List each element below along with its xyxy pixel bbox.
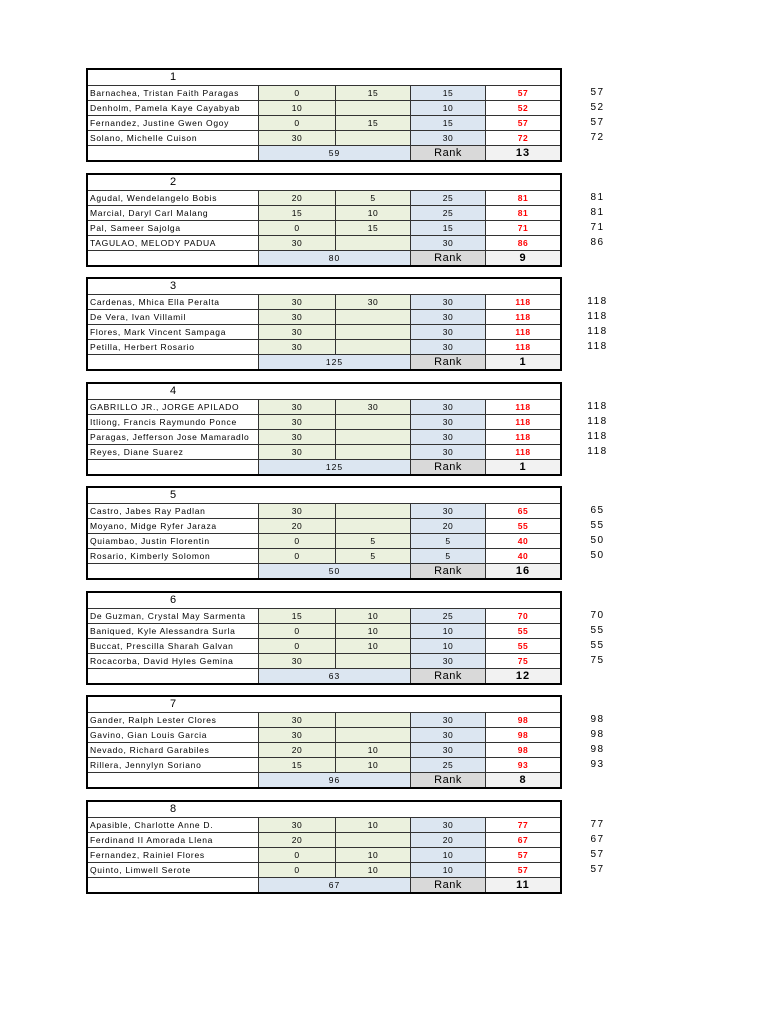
score-1-cell: 20 [258, 743, 335, 757]
combined-score-cell: 30 [410, 400, 485, 414]
group-summary-row [88, 877, 560, 892]
total-outside-cell: 118 [587, 415, 608, 427]
combined-score-cell: 20 [410, 833, 485, 847]
score-1-cell: 30 [258, 445, 335, 459]
total-outside-cell: 55 [590, 624, 605, 636]
score-1-cell: 10 [258, 101, 335, 115]
combined-score-cell: 20 [410, 519, 485, 533]
member-row [88, 339, 560, 354]
member-name: Cardenas, Mhica Ella Peralta [90, 297, 220, 307]
group-table [86, 173, 562, 267]
score-1-cell: 0 [258, 116, 335, 130]
total-score-cell: 93 [485, 758, 560, 772]
member-row [88, 399, 560, 414]
member-row [88, 444, 560, 459]
rank-label: Rank [410, 669, 485, 683]
group-summary-row [88, 459, 560, 474]
rank-label: Rank [410, 460, 485, 474]
combined-score-cell: 10 [410, 639, 485, 653]
total-outside-cell: 98 [590, 744, 605, 755]
combined-score-cell: 30 [410, 131, 485, 145]
group-summary-row [88, 772, 560, 787]
member-name: Baniqued, Kyle Alessandra Surla [90, 625, 236, 636]
member-name: Agudal, Wendelangelo Bobis [90, 192, 218, 203]
member-name: Quinto, Limwell Serote [90, 864, 191, 875]
member-name: Itliong, Francis Raymundo Ponce [90, 416, 237, 427]
score-2-cell [335, 415, 410, 429]
combined-score-cell: 15 [410, 116, 485, 130]
summary-blank-cell [88, 669, 258, 683]
total-score-cell: 81 [485, 191, 560, 205]
score-1-cell: 30 [258, 295, 335, 309]
score-2-cell [335, 430, 410, 444]
score-1-cell: 30 [258, 310, 335, 324]
total-outside-cell: 86 [590, 236, 605, 248]
total-outside-cell: 50 [590, 550, 605, 561]
group-number: 3 [169, 280, 177, 292]
combined-score-cell: 30 [410, 415, 485, 429]
member-name: Flores, Mark Vincent Sampaga [90, 327, 227, 337]
group-header-row [88, 70, 560, 85]
member-name: Quiambao, Justin Florentin [90, 536, 210, 546]
total-score-cell: 57 [485, 863, 560, 877]
combined-score-cell: 30 [410, 325, 485, 339]
member-row [88, 548, 560, 563]
total-outside-cell: 57 [590, 87, 605, 98]
total-outside-cell: 50 [590, 535, 605, 546]
score-1-cell: 20 [258, 833, 335, 847]
group-header-row [88, 593, 560, 608]
summary-blank-cell [88, 773, 258, 787]
member-name: Solano, Michelle Cuison [90, 133, 198, 143]
score-1-cell: 15 [258, 206, 335, 220]
member-row [88, 742, 560, 757]
score-1-cell: 30 [258, 713, 335, 727]
total-outside-cell: 75 [590, 654, 605, 666]
group-summary-row [88, 250, 560, 265]
member-row [88, 832, 560, 847]
combined-score-cell: 5 [410, 534, 485, 548]
combined-score-cell: 5 [410, 549, 485, 563]
rank-value: 1 [485, 460, 560, 474]
score-2-cell [335, 325, 410, 339]
member-name: Rocacorba, David Hyles Gemina [90, 655, 234, 666]
total-score-cell: 81 [485, 206, 560, 220]
member-row [88, 294, 560, 309]
total-outside-cell: 98 [590, 729, 605, 740]
score-2-cell [335, 519, 410, 533]
score-2-cell [335, 101, 410, 115]
total-outside-cell: 70 [590, 609, 605, 621]
combined-score-cell: 15 [410, 86, 485, 100]
total-outside-cell: 118 [587, 445, 608, 457]
group-header-row [88, 175, 560, 190]
score-2-cell [335, 340, 410, 354]
total-outside-cell: 81 [590, 206, 605, 218]
summary-blank-cell [88, 146, 258, 160]
rank-value: 11 [485, 878, 560, 892]
score-2-cell [335, 654, 410, 668]
summary-blank-cell [88, 878, 258, 892]
member-row [88, 235, 560, 250]
total-score-cell: 40 [485, 549, 560, 563]
score-2-cell: 30 [335, 295, 410, 309]
score-1-cell: 0 [258, 549, 335, 563]
score-2-cell: 15 [335, 86, 410, 100]
member-name: Denholm, Pamela Kaye Cayabyab [90, 103, 241, 113]
score-2-cell: 10 [335, 758, 410, 772]
score-2-cell [335, 713, 410, 727]
total-outside-cell: 118 [587, 430, 608, 442]
total-score-cell: 77 [485, 818, 560, 832]
member-name: Nevado, Richard Garabiles [90, 745, 210, 755]
score-2-cell [335, 236, 410, 250]
total-score-cell: 118 [485, 340, 560, 354]
total-score-cell: 118 [485, 400, 560, 414]
member-name: Rillera, Jennylyn Soriano [90, 760, 202, 770]
total-score-cell: 86 [485, 236, 560, 250]
total-outside-cell: 118 [587, 400, 608, 412]
member-row [88, 85, 560, 100]
summary-blank-cell [88, 564, 258, 578]
group-header-row [88, 384, 560, 399]
combined-score-cell: 25 [410, 191, 485, 205]
total-score-cell: 55 [485, 519, 560, 533]
total-score-cell: 118 [485, 295, 560, 309]
total-score-cell: 98 [485, 743, 560, 757]
total-outside-cell: 98 [590, 714, 605, 725]
group-header-row [88, 802, 560, 817]
combined-score-cell: 30 [410, 504, 485, 518]
total-score-cell: 98 [485, 713, 560, 727]
score-2-cell: 10 [335, 863, 410, 877]
total-outside-cell: 52 [590, 102, 605, 113]
combined-score-cell: 30 [410, 743, 485, 757]
member-name: Gavino, Gian Louis Garcia [90, 730, 208, 740]
combined-score-cell: 30 [410, 713, 485, 727]
total-score-cell: 118 [485, 325, 560, 339]
score-1-cell: 30 [258, 236, 335, 250]
rank-label: Rank [410, 355, 485, 369]
combined-score-cell: 10 [410, 624, 485, 638]
score-1-cell: 30 [258, 415, 335, 429]
total-outside-cell: 72 [590, 132, 605, 143]
score-1-cell: 30 [258, 340, 335, 354]
member-row [88, 712, 560, 727]
total-score-cell: 52 [485, 101, 560, 115]
score-1-cell: 30 [258, 430, 335, 444]
combined-score-cell: 30 [410, 236, 485, 250]
total-outside-cell: 57 [590, 863, 605, 875]
score-2-cell [335, 310, 410, 324]
score-1-cell: 0 [258, 848, 335, 862]
member-name: Paragas, Jefferson Jose Mamaradlo [90, 431, 250, 442]
group-table [86, 382, 562, 476]
total-score-cell: 57 [485, 86, 560, 100]
total-score-cell: 67 [485, 833, 560, 847]
score-1-cell: 0 [258, 221, 335, 235]
total-outside-cell: 93 [590, 759, 605, 770]
member-name: Gander, Ralph Lester Clores [90, 715, 217, 725]
score-1-cell: 20 [258, 519, 335, 533]
summary-blank-cell [88, 251, 258, 265]
member-name: Marcial, Daryl Carl Malang [90, 207, 209, 218]
total-score-cell: 118 [485, 415, 560, 429]
score-2-cell: 15 [335, 116, 410, 130]
score-2-cell: 10 [335, 206, 410, 220]
member-name: Apasible, Charlotte Anne D. [90, 819, 214, 830]
member-row [88, 429, 560, 444]
score-2-cell: 10 [335, 848, 410, 862]
group-table [86, 800, 562, 894]
group-score-cell: 59 [258, 146, 410, 160]
total-outside-cell: 118 [587, 341, 608, 352]
score-2-cell [335, 833, 410, 847]
summary-blank-cell [88, 460, 258, 474]
score-1-cell: 30 [258, 728, 335, 742]
score-1-cell: 30 [258, 131, 335, 145]
score-2-cell: 5 [335, 191, 410, 205]
score-2-cell: 10 [335, 639, 410, 653]
group-summary-row [88, 145, 560, 160]
total-score-cell: 55 [485, 624, 560, 638]
score-2-cell: 10 [335, 609, 410, 623]
group-score-cell: 125 [258, 355, 410, 369]
member-row [88, 220, 560, 235]
score-1-cell: 30 [258, 400, 335, 414]
member-name: GABRILLO JR., JORGE APILADO [90, 401, 240, 412]
member-row [88, 638, 560, 653]
combined-score-cell: 10 [410, 863, 485, 877]
member-name: Barnachea, Tristan Faith Paragas [90, 88, 240, 98]
total-score-cell: 118 [485, 430, 560, 444]
group-score-cell: 125 [258, 460, 410, 474]
group-summary-row [88, 668, 560, 683]
group-header-row [88, 279, 560, 294]
group-header-row [88, 488, 560, 503]
group-table [86, 277, 562, 371]
score-2-cell [335, 728, 410, 742]
member-row [88, 503, 560, 518]
combined-score-cell: 30 [410, 818, 485, 832]
total-score-cell: 57 [485, 848, 560, 862]
total-score-cell: 72 [485, 131, 560, 145]
member-name: Petilla, Herbert Rosario [90, 342, 195, 352]
member-row [88, 324, 560, 339]
member-name: De Vera, Ivan Villamil [90, 312, 187, 322]
total-outside-cell: 71 [590, 221, 605, 233]
combined-score-cell: 25 [410, 609, 485, 623]
member-row [88, 608, 560, 623]
total-score-cell: 98 [485, 728, 560, 742]
rank-value: 16 [485, 564, 560, 578]
combined-score-cell: 30 [410, 430, 485, 444]
rank-label: Rank [410, 773, 485, 787]
group-score-cell: 80 [258, 251, 410, 265]
score-1-cell: 0 [258, 624, 335, 638]
total-outside-cell: 77 [590, 818, 605, 830]
score-1-cell: 30 [258, 654, 335, 668]
total-score-cell: 71 [485, 221, 560, 235]
group-summary-row [88, 563, 560, 578]
total-score-cell: 65 [485, 504, 560, 518]
group-number: 6 [169, 593, 177, 606]
score-1-cell: 0 [258, 534, 335, 548]
rank-value: 12 [485, 669, 560, 683]
total-outside-cell: 118 [587, 326, 608, 337]
group-number: 4 [169, 384, 177, 397]
score-2-cell: 5 [335, 549, 410, 563]
total-score-cell: 75 [485, 654, 560, 668]
member-row [88, 757, 560, 772]
rank-label: Rank [410, 564, 485, 578]
score-1-cell: 30 [258, 818, 335, 832]
member-row [88, 205, 560, 220]
member-name: TAGULAO, MELODY PADUA [90, 237, 217, 248]
member-row [88, 414, 560, 429]
score-1-cell: 30 [258, 504, 335, 518]
member-name: Pal, Sameer Sajolga [90, 222, 181, 233]
score-2-cell [335, 131, 410, 145]
group-number: 7 [169, 698, 177, 710]
member-row [88, 100, 560, 115]
group-score-cell: 67 [258, 878, 410, 892]
rank-value: 1 [485, 355, 560, 369]
score-2-cell: 5 [335, 534, 410, 548]
member-row [88, 309, 560, 324]
score-2-cell [335, 445, 410, 459]
summary-blank-cell [88, 355, 258, 369]
score-2-cell: 10 [335, 818, 410, 832]
combined-score-cell: 15 [410, 221, 485, 235]
total-score-cell: 118 [485, 310, 560, 324]
total-outside-cell: 55 [590, 520, 605, 531]
member-row [88, 862, 560, 877]
member-row [88, 817, 560, 832]
member-name: Reyes, Diane Suarez [90, 446, 184, 457]
member-name: Fernandez, Justine Gwen Ogoy [90, 118, 230, 128]
score-1-cell: 30 [258, 325, 335, 339]
member-name: Ferdinand II Amorada Llena [90, 834, 214, 845]
score-1-cell: 0 [258, 639, 335, 653]
member-row [88, 518, 560, 533]
group-score-cell: 50 [258, 564, 410, 578]
member-name: Castro, Jabes Ray Padlan [90, 506, 206, 516]
total-outside-cell: 118 [587, 296, 608, 307]
group-table [86, 591, 562, 685]
member-name: Moyano, Midge Ryfer Jaraza [90, 521, 217, 531]
group-number: 2 [169, 175, 177, 188]
total-outside-cell: 65 [590, 505, 605, 516]
group-header-row [88, 697, 560, 712]
group-table [86, 486, 562, 580]
combined-score-cell: 30 [410, 295, 485, 309]
score-1-cell: 15 [258, 609, 335, 623]
total-outside-cell: 57 [590, 848, 605, 860]
score-1-cell: 20 [258, 191, 335, 205]
combined-score-cell: 30 [410, 728, 485, 742]
score-2-cell: 15 [335, 221, 410, 235]
score-2-cell [335, 504, 410, 518]
combined-score-cell: 25 [410, 758, 485, 772]
member-name: De Guzman, Crystal May Sarmenta [90, 610, 246, 621]
rank-label: Rank [410, 878, 485, 892]
combined-score-cell: 10 [410, 101, 485, 115]
member-row [88, 623, 560, 638]
rank-value: 8 [485, 773, 560, 787]
member-name: Buccat, Prescilla Sharah Galvan [90, 640, 234, 651]
combined-score-cell: 30 [410, 445, 485, 459]
group-number: 8 [169, 802, 177, 815]
group-score-cell: 63 [258, 669, 410, 683]
rank-value: 9 [485, 251, 560, 265]
total-outside-cell: 67 [590, 833, 605, 845]
group-table [86, 695, 562, 789]
total-outside-cell: 118 [587, 311, 608, 322]
member-name: Fernandez, Rainiel Flores [90, 849, 205, 860]
rank-value: 13 [485, 146, 560, 160]
total-score-cell: 118 [485, 445, 560, 459]
combined-score-cell: 30 [410, 340, 485, 354]
total-score-cell: 55 [485, 639, 560, 653]
group-number: 5 [169, 489, 177, 501]
score-1-cell: 15 [258, 758, 335, 772]
total-score-cell: 40 [485, 534, 560, 548]
score-1-cell: 0 [258, 86, 335, 100]
member-row [88, 653, 560, 668]
rank-label: Rank [410, 251, 485, 265]
combined-score-cell: 30 [410, 654, 485, 668]
score-2-cell: 10 [335, 624, 410, 638]
rank-label: Rank [410, 146, 485, 160]
group-score-cell: 96 [258, 773, 410, 787]
member-row [88, 533, 560, 548]
total-score-cell: 57 [485, 116, 560, 130]
member-row [88, 190, 560, 205]
member-row [88, 847, 560, 862]
member-row [88, 727, 560, 742]
score-2-cell: 10 [335, 743, 410, 757]
total-outside-cell: 57 [590, 117, 605, 128]
group-number: 1 [169, 71, 177, 83]
combined-score-cell: 30 [410, 310, 485, 324]
group-summary-row [88, 354, 560, 369]
member-name: Rosario, Kimberly Solomon [90, 551, 211, 561]
member-row [88, 130, 560, 145]
combined-score-cell: 25 [410, 206, 485, 220]
total-score-cell: 70 [485, 609, 560, 623]
total-outside-cell: 55 [590, 639, 605, 651]
combined-score-cell: 10 [410, 848, 485, 862]
total-outside-cell: 81 [590, 191, 605, 203]
member-row [88, 115, 560, 130]
score-2-cell: 30 [335, 400, 410, 414]
group-table [86, 68, 562, 162]
score-1-cell: 0 [258, 863, 335, 877]
